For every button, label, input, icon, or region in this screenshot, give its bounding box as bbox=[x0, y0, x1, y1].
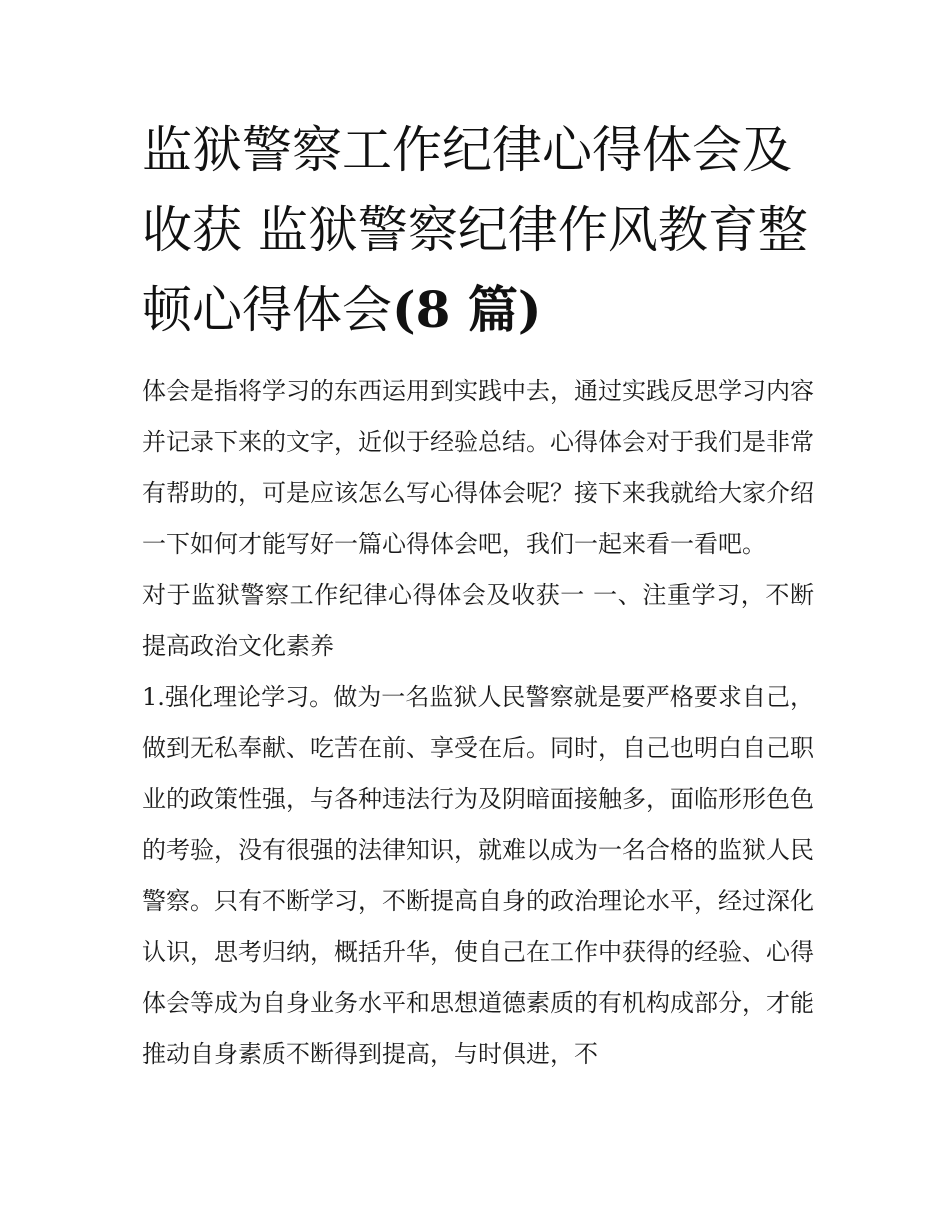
intro-paragraph: 体会是指将学习的东西运用到实践中去，通过实践反思学习内容并记录下来的文字，近似于经验总结。心得体会对于我们是非常有帮助的，可是应该怎么写心得体会呢？接下来我就给大家介绍一下如何才能写好一篇心得体会吧，我们一起来看一看吧。 bbox=[142, 377, 814, 558]
title-text: 监狱警察工作纪律心得体会及收获 监狱警察纪律作风教育整顿心得体会 bbox=[142, 121, 808, 339]
document-title bbox=[142, 110, 814, 350]
section-heading: 对于监狱警察工作纪律心得体会及收获一 一、注重学习，不断提高政治文化素养 bbox=[142, 581, 814, 660]
body-paragraph: 1.强化理论学习。做为一名监狱人民警察就是要严格要求自己，做到无私奉献、吃苦在前、享受在后。同时，自己也明白自己职业的政策性强，与各种违法行为及阴暗面接触多，面临形形色色的考验，没有很强的法律知识，就难以成为一名合格的监狱人民警察。只有不断学习，不断提高自身的政治理论水平，经过深化认识，思考归纳，概括升华，使自己在工作中获得的经验、心得体会等成为自身业务水平和思想道德素质的有机构成部分，才能推动自身素质不断得到提高，与时俱进，不 bbox=[142, 683, 814, 1068]
title-count: (8 篇) bbox=[392, 280, 542, 339]
document-page bbox=[142, 110, 814, 1080]
